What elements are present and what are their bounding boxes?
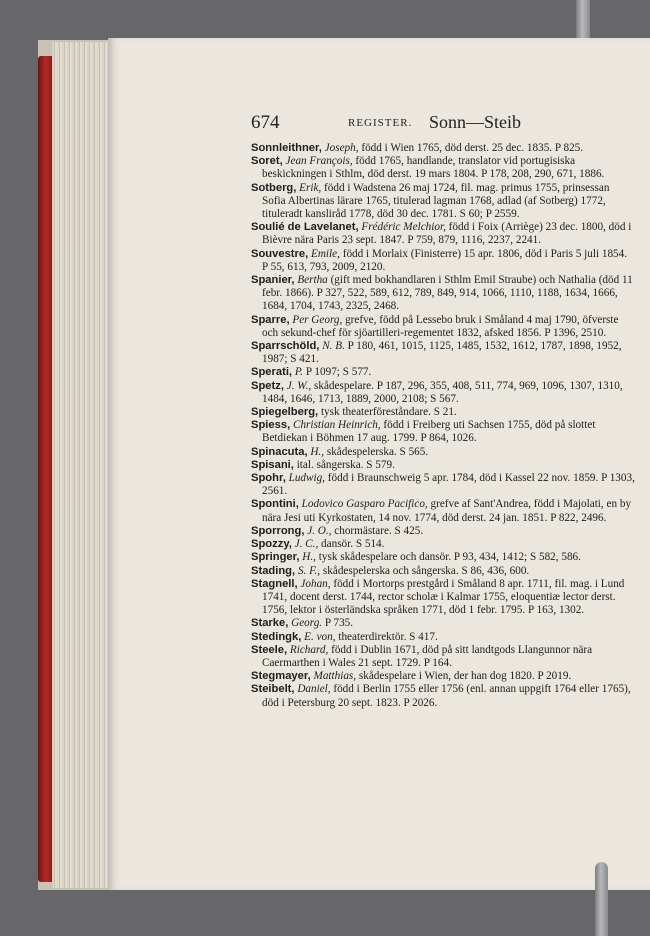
entry-details: P 1097; S 577. — [305, 366, 372, 379]
entry-given-name: Per Georg, — [292, 313, 343, 326]
entry-surname: Spontini, — [251, 498, 299, 511]
entry-surname: Spetz, — [251, 379, 284, 392]
entry-surname: Spozzy, — [251, 538, 292, 551]
register-entry — [251, 644, 635, 670]
entry-details: född i Dublin 1671, död på sitt landtgods Llangunnor nära Caermarthen i Wales 21 sept. 1729. P 164. — [262, 643, 593, 669]
entry-surname: Spiegelberg, — [251, 406, 319, 419]
register-entry — [251, 525, 635, 538]
entry-given-name: Christian Heinrich, — [292, 419, 381, 432]
register-entry — [251, 683, 635, 709]
entry-surname: Starke, — [251, 617, 289, 630]
section-title: REGISTER. — [348, 117, 413, 129]
register-entry — [251, 182, 635, 222]
entry-surname: Stegmayer, — [251, 670, 311, 683]
register-entry — [251, 472, 635, 498]
entry-surname: Spinacuta, — [251, 445, 308, 458]
entry-details: född i Mortorps prestgård i Småland 8 apr. 1711, fil. mag. i Lund 1741, docent derst. 1744, rector scholæ i Kalmar 1755, eloquentiæ lector derst. 1756, lektor i österländska språken 1771, död 1 febr. 1795. P 163, 1302. — [262, 577, 625, 617]
entry-details: född i Wadstena 26 maj 1724, fil. mag. primus 1755, prinsessan Sofia Albertinas lärare 1765, titulerad lagman 1768, adlad (af Sotberg) 1772, tituleradt kanslіråd 1778, död 30 dec. 1781. S 60; P 2559. — [262, 181, 610, 221]
entry-details: (gift med bokhandlaren i Sthlm Emil Straube) och Nathalia (död 11 febr. 1866). P 327, 522, 589, 612, 789, 849, 914, 1066, 1110, 1188, 1634, 1666, 1684, 1704, 1743, 2325, 2468. — [262, 274, 633, 313]
entry-details: skådespelare i Wien, der han dog 1820. P 2019. — [358, 670, 572, 683]
book-clip-bottom — [595, 862, 608, 936]
register-entry — [251, 366, 635, 379]
entry-given-name: S. F., — [297, 564, 321, 577]
entry-details: theaterdirektör. S 417. — [338, 630, 438, 643]
register-entry — [251, 670, 635, 683]
entry-given-name: J. O., — [307, 524, 332, 537]
entry-surname: Steibelt, — [251, 683, 295, 696]
entry-details: P 735. — [324, 617, 354, 630]
entry-surname: Spohr, — [251, 472, 286, 485]
entry-given-name: Johan, — [300, 577, 331, 590]
register-entry — [251, 314, 635, 340]
entry-given-name: Emile, — [311, 247, 340, 260]
entry-details: född i Berlin 1755 eller 1756 (enl. annan uppgift 1764 eller 1765), död i Petersburg 20 sept. 1823. P 2026. — [262, 683, 631, 709]
entry-details: skådespelerska. S 565. — [326, 445, 429, 458]
entry-details: P 180, 461, 1015, 1125, 1485, 1532, 1612, 1787, 1898, 1952, 1987; S 421. — [262, 340, 622, 366]
entry-details: dansör. S 514. — [321, 538, 385, 551]
entry-given-name: Richard, — [289, 643, 329, 656]
register-entry — [251, 274, 635, 314]
register-entry — [251, 459, 635, 472]
entry-given-name: E. von, — [304, 630, 336, 643]
register-entry — [251, 538, 635, 551]
entry-surname: Sperati, — [251, 366, 293, 379]
entry-range: Sonn—Steib — [429, 112, 522, 132]
entry-given-name: H., — [310, 445, 325, 458]
entry-surname: Steele, — [251, 643, 288, 656]
entry-given-name: N. B. — [322, 340, 345, 353]
register-entry — [251, 617, 635, 630]
register-entry — [251, 340, 635, 366]
register-entry — [251, 631, 635, 644]
entry-given-name: P. — [294, 366, 304, 379]
entry-given-name: J. C., — [294, 538, 319, 551]
page-number: 674 — [251, 112, 280, 133]
entry-surname: Soret, — [251, 155, 283, 168]
register-entry — [251, 578, 635, 618]
book-cover-edge — [38, 56, 52, 882]
register-entry — [251, 248, 635, 274]
register-entries — [251, 142, 635, 710]
entry-surname: Sparre, — [251, 313, 290, 326]
entry-surname: Souvestre, — [251, 247, 309, 260]
entry-details: skådespelerska och sångerska. S 86, 436, 600. — [322, 564, 530, 577]
register-entry — [251, 406, 635, 419]
register-entry — [251, 221, 635, 247]
entry-surname: Stedingk, — [251, 630, 302, 643]
register-entry — [251, 380, 635, 406]
entry-given-name: Ludwig, — [288, 472, 325, 485]
entry-given-name: Bertha — [297, 274, 328, 287]
entry-given-name: Daniel, — [297, 683, 331, 696]
entry-details: född i Wien 1765, död derst. 25 dec. 1835. P 825. — [361, 142, 584, 154]
entry-details: född i Foix (Arriège) 23 dec. 1800, död i Bièvre nära Paris 23 sept. 1847. P 759, 879, 1116, 2237, 2241. — [262, 221, 632, 247]
entry-details: tysk theaterföreståndare. S 21. — [320, 406, 457, 419]
entry-given-name: Erik, — [299, 181, 322, 194]
entry-surname: Sotberg, — [251, 181, 297, 194]
running-header — [251, 112, 551, 136]
entry-surname: Sparrschöld, — [251, 340, 320, 353]
entry-surname: Soulié de Lavelanet, — [251, 221, 359, 234]
register-entry — [251, 155, 635, 181]
entry-surname: Sporrong, — [251, 524, 305, 537]
entry-surname: Sonnleithner, — [251, 142, 322, 154]
entry-details: tysk skådespelare och dansör. P 93, 434, 1412; S 582, 586. — [318, 551, 581, 564]
entry-surname: Springer, — [251, 551, 300, 564]
entry-surname: Spiess, — [251, 419, 291, 432]
entry-given-name: Georg. — [291, 617, 323, 630]
entry-details: grefve af Sant'Andrea, född i Majolati, en by nära Jesi uti Kyrkostaten, 14 nov. 1774, död derst. 24 jan. 1851. P 822, 2496. — [262, 498, 632, 524]
entry-given-name: J. W., — [286, 379, 312, 392]
entry-details: grefve, född på Lessebo bruk i Småland 4 maj 1790, öfverste och sekund-chef för sjöartilleri-regementet 1832, afsked 1856. P 1396, 2510. — [262, 313, 619, 339]
entry-details: skådespelare. P 187, 296, 355, 408, 511, 774, 969, 1096, 1307, 1310, 1484, 1646, 1713, 1889, 2000, 2108; S 567. — [262, 379, 623, 405]
entry-given-name: Matthias, — [313, 670, 357, 683]
entry-given-name: Lodovico Gasparo Pacifico, — [301, 498, 428, 511]
entry-details: chormästare. S 425. — [334, 524, 424, 537]
register-entry — [251, 419, 635, 445]
entry-surname: Spanier, — [251, 274, 295, 287]
entry-details: född i Braunschweig 5 apr. 1784, död i Kassel 22 nov. 1859. P 1303, 2561. — [262, 472, 635, 498]
entry-details: ital. sångerska. S 579. — [296, 458, 395, 471]
entry-surname: Stagnell, — [251, 577, 298, 590]
entry-details: född 1765, handlande, translator vid portugisiska beskickningen i Sthlm, död derst. 19 mars 1804. P 178, 208, 290, 671, 1886. — [262, 155, 605, 181]
register-entry — [251, 498, 635, 524]
register-entry — [251, 551, 635, 564]
entry-given-name: Frédéric Melchior, — [361, 221, 446, 234]
entry-given-name: Jean François, — [285, 155, 353, 168]
register-entry — [251, 142, 635, 155]
entry-surname: Stading, — [251, 564, 296, 577]
register-entry — [251, 446, 635, 459]
entry-given-name: Joseph, — [324, 142, 359, 154]
entry-surname: Spisani, — [251, 458, 294, 471]
entry-details: född i Freiberg uti Sachsen 1755, död på slottet Betdiekan i Böhmen 17 aug. 1799. P 864, 1026. — [262, 419, 596, 445]
entry-details: född i Morlaix (Finisterre) 15 apr. 1806, död i Paris 5 juli 1854. P 55, 613, 793, 2009, 2120. — [262, 247, 628, 273]
entry-given-name: H., — [302, 551, 316, 564]
register-entry — [251, 565, 635, 578]
